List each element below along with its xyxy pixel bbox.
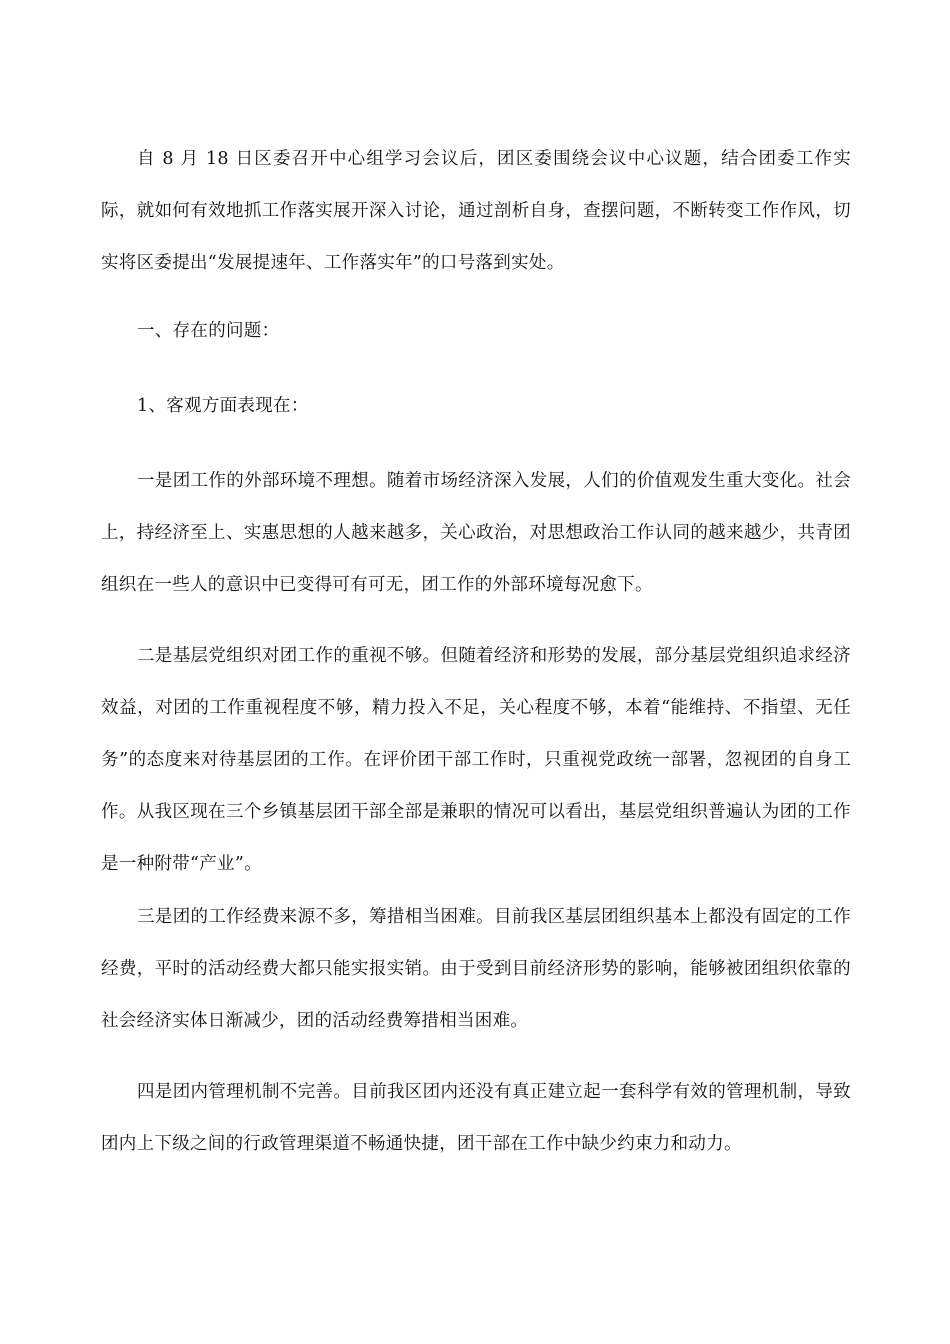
paragraph-point-two: 二是基层党组织对团工作的重视不够。但随着经济和形势的发展，部分基层党组织追求经济效益，对团的工作重视程度不够，精力投入不足，关心程度不够，本着“能维持、不指望、无任务”的态度来对待基层团的工作。在评价团干部工作时，只重视党政统一部署，忽视团的自身工作。从我区现在三个乡镇基层团干部全部是兼职的情况可以看出，基层党组织普遍认为团的工作是一种附带“产业”。 <box>101 646 851 874</box>
paragraph-point-one: 一是团工作的外部环境不理想。随着市场经济深入发展，人们的价值观发生重大变化。社会上，持经济至上、实惠思想的人越来越多，关心政治，对思想政治工作认同的越来越少，共青团组织在一些人的意识中已变得可有可无，团工作的外部环境每况愈下。 <box>101 471 851 595</box>
section-heading-problems: 一、存在的问题： <box>137 321 280 341</box>
intro-paragraph: 自 8 月 18 日区委召开中心组学习会议后，团区委围绕会议中心议题，结合团委工作实际，就如何有效地抓工作落实展开深入讨论，通过剖析自身，查摆问题，不断转变工作作风，切实将区委提出“发展提速年、工作落实年”的口号落到实处。 <box>101 149 851 273</box>
paragraph-point-four: 四是团内管理机制不完善。目前我区团内还没有真正建立起一套科学有效的管理机制，导致团内上下级之间的行政管理渠道不畅通快捷，团干部在工作中缺少约束力和动力。 <box>101 1082 851 1154</box>
paragraph-point-three: 三是团的工作经费来源不多，筹措相当困难。目前我区基层团组织基本上都没有固定的工作经费，平时的活动经费大都只能实报实销。由于受到目前经济形势的影响，能够被团组织依靠的社会经济实体日渐减少，团的活动经费筹措相当困难。 <box>101 907 851 1031</box>
subsection-heading-objective: 1、客观方面表现在： <box>137 396 309 416</box>
